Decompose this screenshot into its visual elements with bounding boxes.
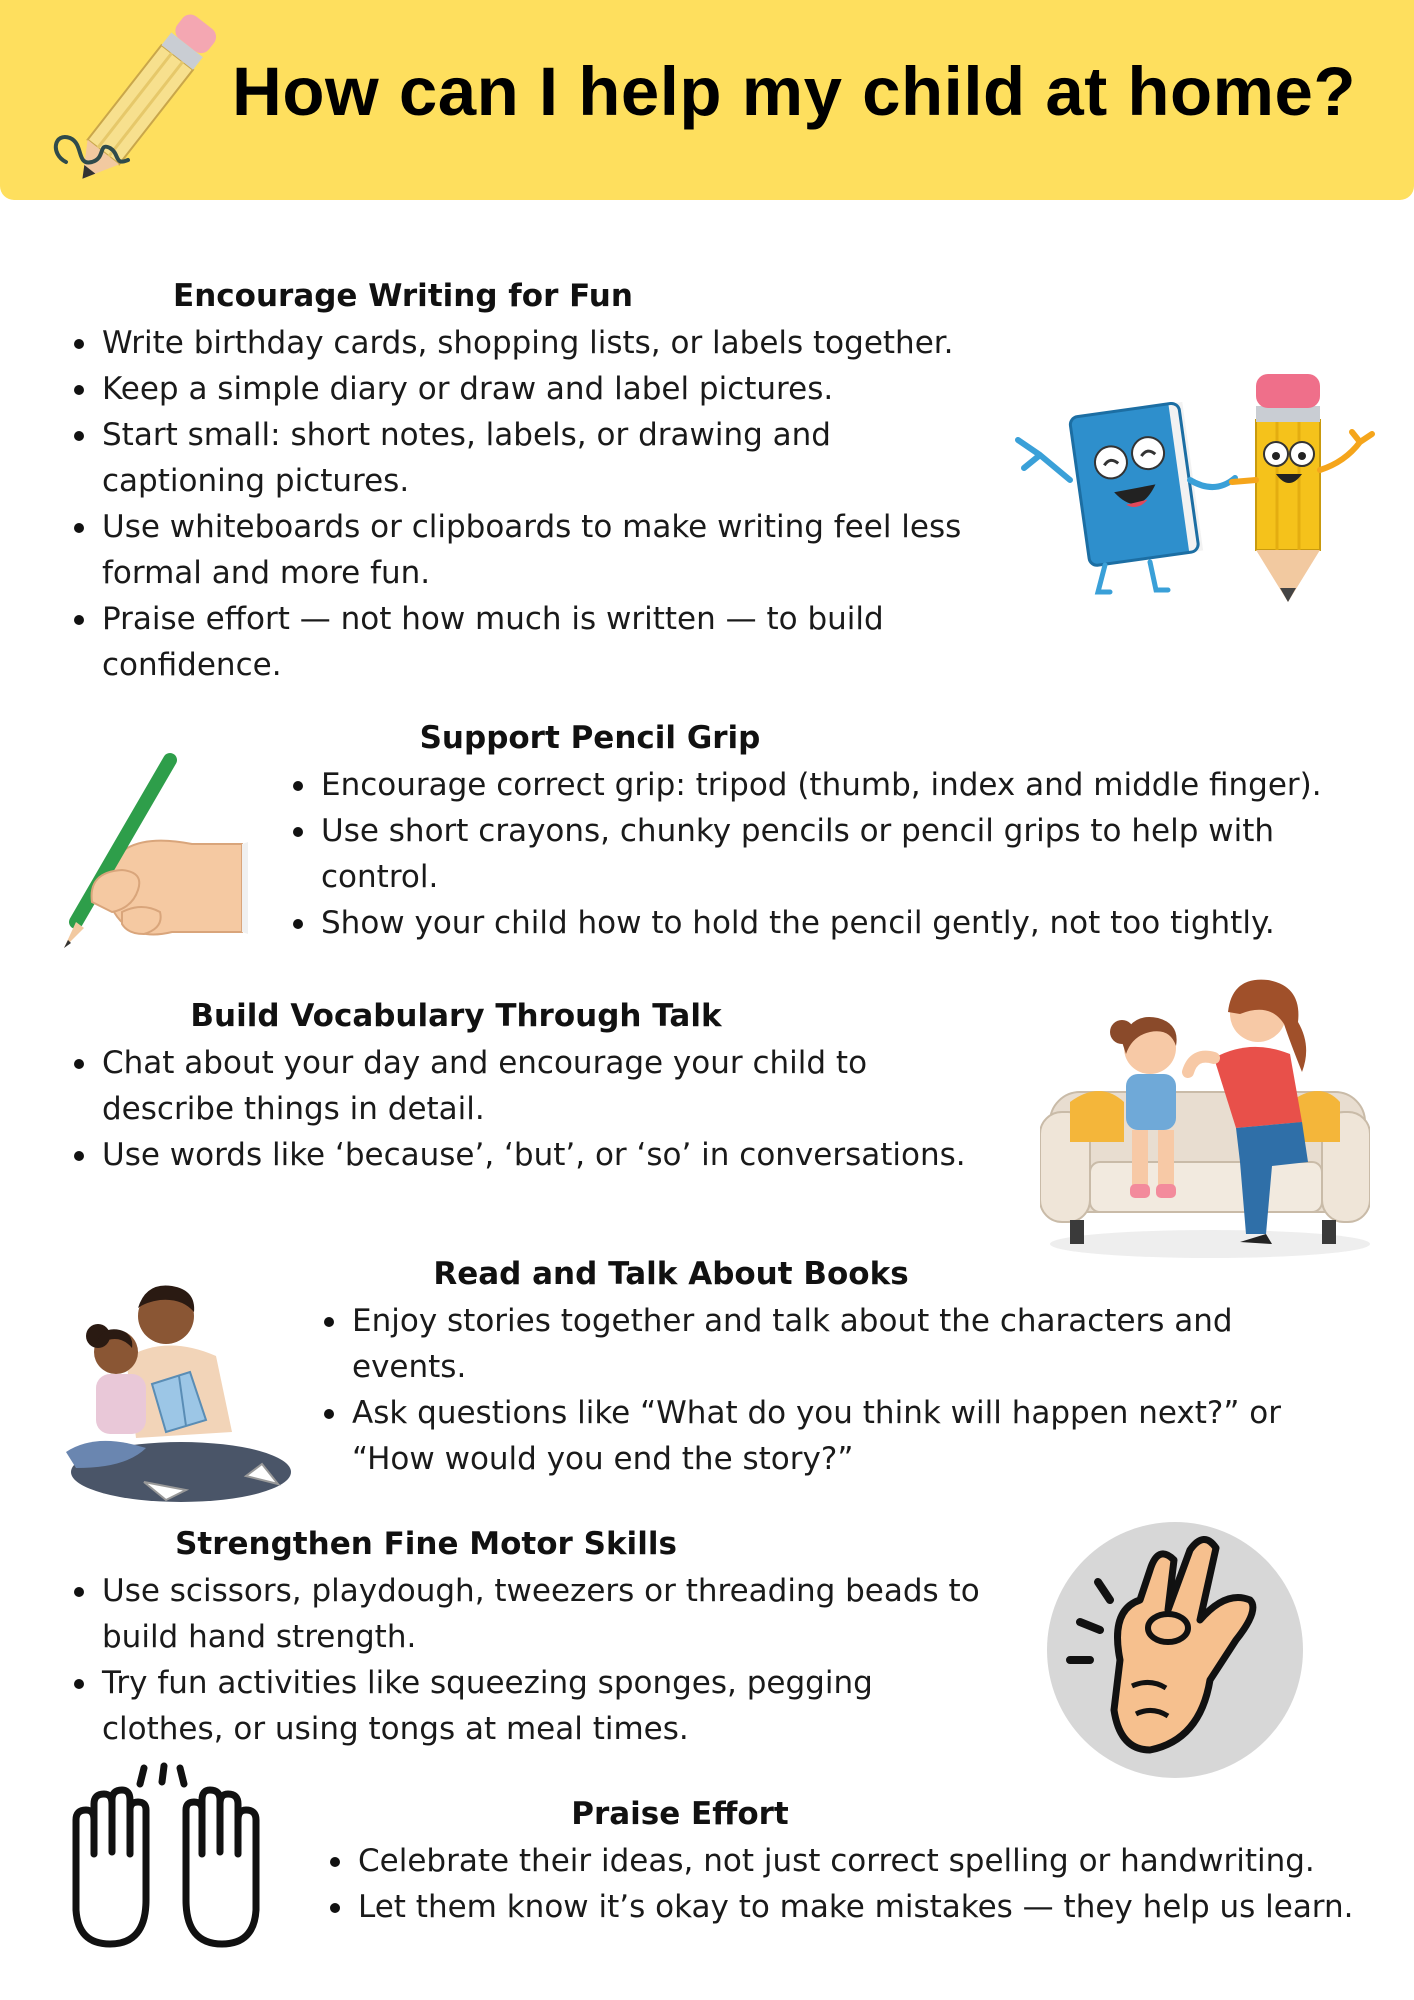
- section-pencil-grip: [285, 720, 1385, 946]
- bullet-list: [66, 1040, 966, 1178]
- list-item: Celebrate their ideas, not just correct spelling or handwriting.: [322, 1838, 1382, 1884]
- list-item: Let them know it’s okay to make mistakes — they help us learn.: [322, 1884, 1382, 1930]
- list-item: Encourage correct grip: tripod (thumb, index and middle finger).: [285, 762, 1385, 808]
- list-item: Write birthday cards, shopping lists, or labels together.: [66, 320, 1016, 366]
- hand-gesture-icon: [1040, 1510, 1310, 1780]
- list-item: Use whiteboards or clipboards to make writing feel less formal and more fun.: [66, 504, 1052, 596]
- section-praise-effort: [322, 1796, 1382, 1930]
- section-heading: Praise Effort: [571, 1796, 789, 1832]
- list-item: Keep a simple diary or draw and label pictures.: [66, 366, 1016, 412]
- section-heading: Strengthen Fine Motor Skills: [175, 1526, 677, 1562]
- list-item: Show your child how to hold the pencil gently, not too tightly.: [285, 900, 1385, 946]
- section-encourage-writing: [66, 278, 1016, 688]
- mother-and-daughter-on-sofa-illustration: [1040, 962, 1370, 1262]
- book-and-pencil-characters-illustration: [1010, 370, 1390, 610]
- raised-hands-icon: [66, 1760, 276, 1960]
- list-item: Ask questions like “What do you think will happen next?” or “How would you end the story?”: [316, 1390, 1372, 1482]
- list-item: Try fun activities like squeezing sponges, pegging clothes, or using tongs at meal times.: [66, 1660, 942, 1752]
- father-reading-to-child-illustration: [56, 1272, 306, 1512]
- bullet-list: [322, 1838, 1382, 1930]
- page-title: How can I help my child at home?: [232, 53, 1357, 130]
- section-heading: Build Vocabulary Through Talk: [190, 998, 722, 1034]
- section-fine-motor: [66, 1526, 980, 1752]
- bullet-list: [285, 762, 1385, 946]
- section-read-books: [316, 1256, 1376, 1482]
- bullet-list: [316, 1298, 1376, 1482]
- bullet-list: [66, 320, 1016, 688]
- section-heading: Read and Talk About Books: [433, 1256, 909, 1292]
- section-vocabulary: [66, 998, 966, 1178]
- header-banner: [0, 0, 1414, 200]
- section-heading: Encourage Writing for Fun: [173, 278, 633, 314]
- list-item: Use scissors, playdough, tweezers or threading beads to build hand strength.: [66, 1568, 1002, 1660]
- list-item: Start small: short notes, labels, or drawing and captioning pictures.: [66, 412, 892, 504]
- pencil-icon: [36, 6, 246, 186]
- list-item: Praise effort — not how much is written — to build confidence.: [66, 596, 952, 688]
- hand-holding-pencil-illustration: [52, 752, 252, 962]
- bullet-list: [66, 1568, 980, 1752]
- section-heading: Support Pencil Grip: [419, 720, 761, 756]
- list-item: Chat about your day and encourage your child to describe things in detail.: [66, 1040, 922, 1132]
- list-item: Use words like ‘because’, ‘but’, or ‘so’ in conversations.: [66, 1132, 966, 1178]
- list-item: Use short crayons, chunky pencils or pencil grips to help with control.: [285, 808, 1341, 900]
- list-item: Enjoy stories together and talk about the characters and events.: [316, 1298, 1312, 1390]
